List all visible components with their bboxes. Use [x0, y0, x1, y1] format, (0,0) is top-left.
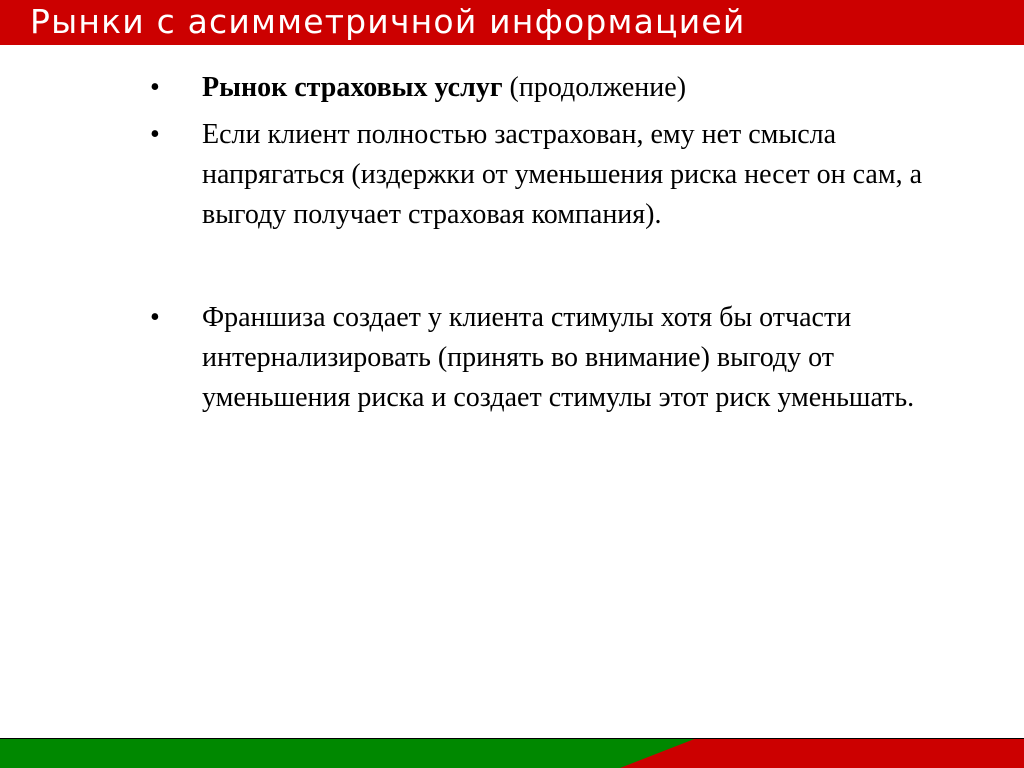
- slide-title: Рынки с асимметричной информацией: [30, 2, 746, 41]
- footer-green-band: [0, 738, 697, 768]
- bullet-marker: •: [150, 302, 160, 333]
- bullet-item: [150, 68, 980, 108]
- bullet-item: [150, 115, 980, 235]
- bullet-marker: •: [150, 72, 160, 103]
- footer-band: [0, 738, 1024, 768]
- title-bar: [0, 0, 1024, 45]
- bullet-marker: •: [150, 119, 160, 150]
- bullet-text: Франшиза создает у клиента стимулы хотя бы отчасти интернализировать (принять во внимание) выгоду от уменьшения риска и создает стимулы этот риск уменьшать.: [202, 302, 915, 413]
- bullet-heading-suffix: (продолжение): [502, 72, 687, 103]
- bullet-item: [150, 298, 980, 418]
- footer-stripe: [0, 738, 1024, 768]
- bullet-text: Если клиент полностью застрахован, ему нет смысла напрягаться (издержки от уменьшения риска несет он сам, а выгоду получает страховая компания).: [202, 119, 923, 230]
- bullet-heading: Рынок страховых услуг: [202, 72, 503, 103]
- bullet-list: [150, 68, 980, 418]
